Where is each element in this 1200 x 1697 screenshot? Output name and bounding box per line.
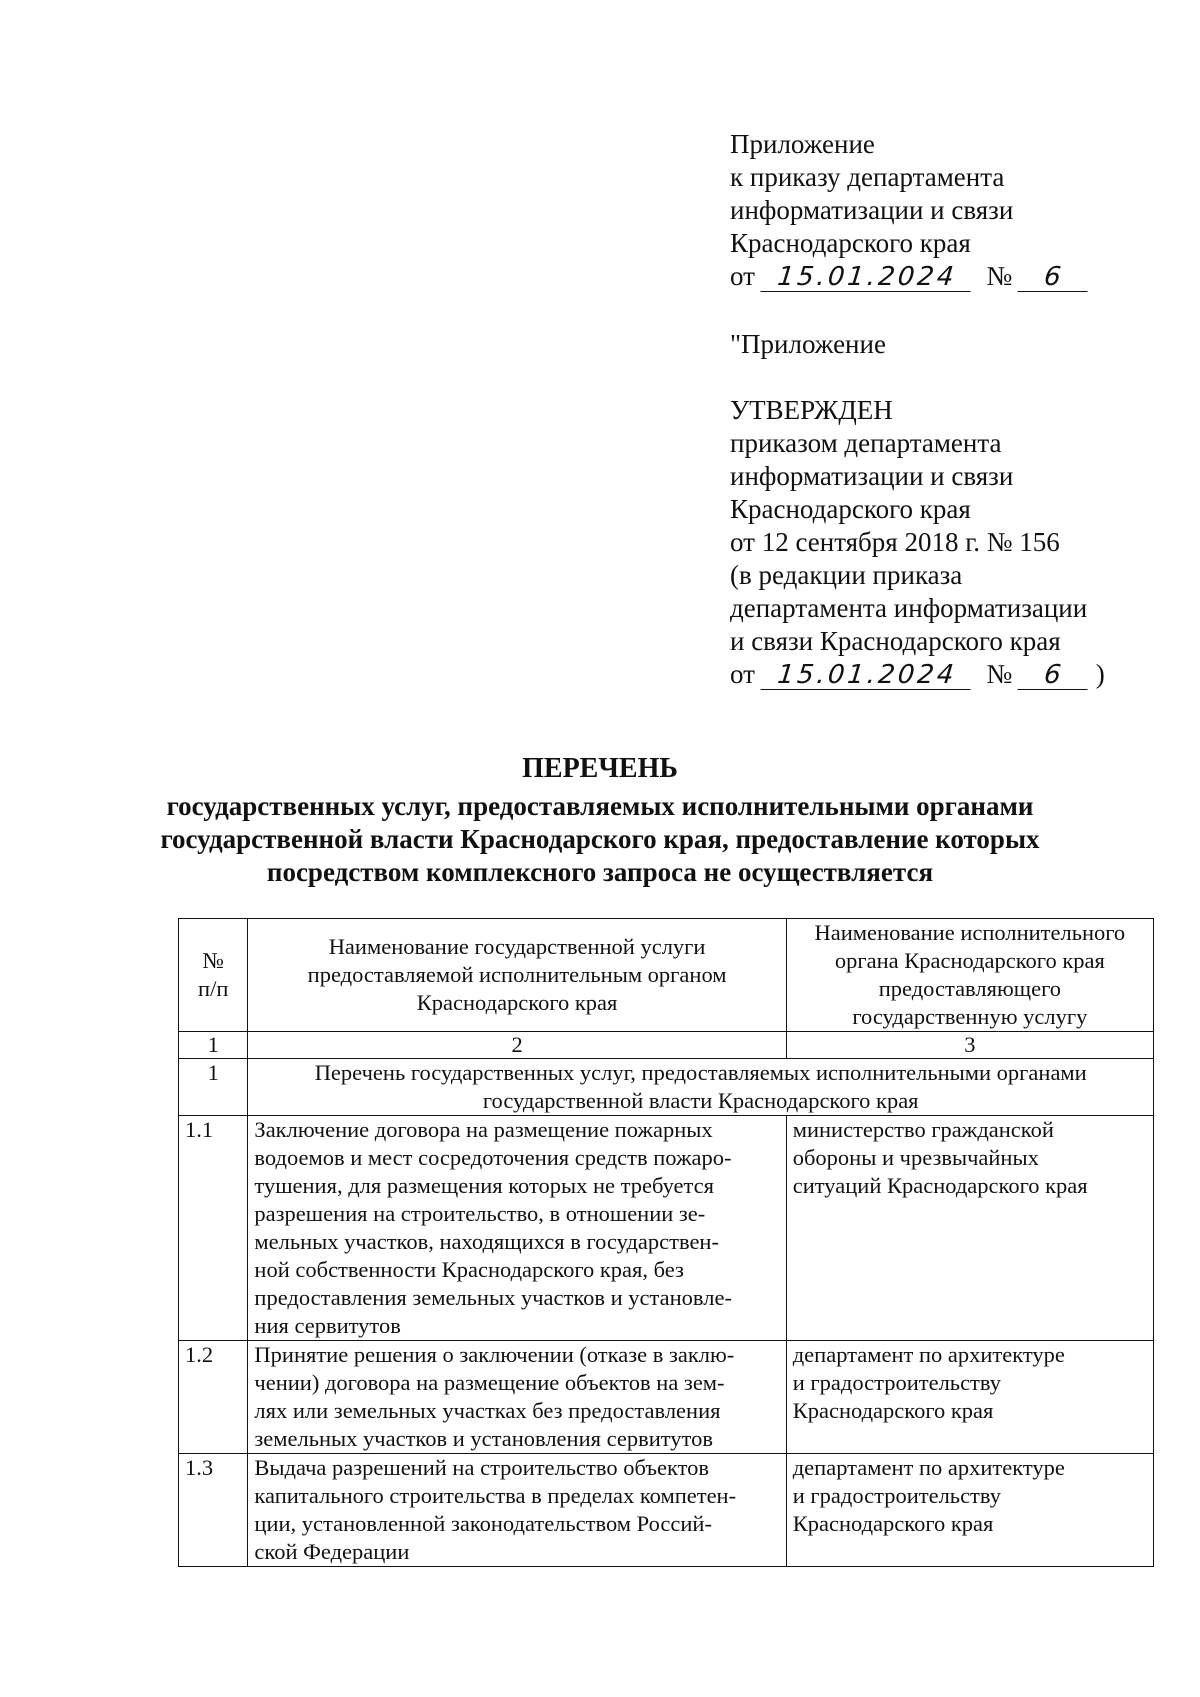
service-name: Выдача разрешений на строительство объектов капитального строительства в пределах компетен- ции, установленной законодательством Россий- ской Федерации bbox=[248, 1454, 786, 1567]
table-header-row bbox=[179, 919, 1154, 1032]
row-number: 1.2 bbox=[179, 1341, 248, 1454]
document-title: ПЕРЕЧЕНЬ bbox=[522, 753, 678, 784]
header-cell-number: № п/п bbox=[179, 919, 248, 1032]
row-number: 1.3 bbox=[179, 1454, 248, 1567]
column-number: 2 bbox=[248, 1032, 786, 1059]
approved-line: и связи Краснодарского края bbox=[730, 626, 1061, 656]
column-number-row bbox=[179, 1032, 1154, 1059]
appendix-header bbox=[730, 128, 1089, 293]
section-number: 1 bbox=[179, 1059, 248, 1116]
number-label: № bbox=[986, 659, 1013, 689]
column-number: 3 bbox=[786, 1032, 1153, 1059]
approved-date-line bbox=[730, 658, 1105, 691]
handwritten-number: 6 bbox=[1017, 263, 1090, 292]
handwritten-date: 15.01.2024 bbox=[760, 263, 973, 292]
approved-line: от 12 сентября 2018 г. № 156 bbox=[730, 527, 1060, 557]
service-name: Принятие решения о заключении (отказе в заклю- чении) договора на размещение объектов на зем- лях или земельных участках без предоставления земельных участков и установления сервитутов bbox=[248, 1341, 786, 1454]
subtitle-line: посредством комплексного запроса не осуществляется bbox=[266, 857, 934, 887]
approved-line: департамента информатизации bbox=[730, 593, 1088, 623]
subtitle-line: государственных услуг, предоставляемых исполнительными органами bbox=[166, 791, 1034, 821]
header-cell-service: Наименование государственной услуги предоставляемой исполнительным органом Краснодарского края bbox=[248, 919, 786, 1032]
handwritten-number: 6 bbox=[1017, 661, 1090, 690]
services-table bbox=[178, 918, 1154, 1567]
authority-name: министерство гражданской обороны и чрезвычайных ситуаций Краснодарского края bbox=[786, 1116, 1153, 1341]
approved-line: приказом департамента bbox=[730, 428, 1002, 458]
approved-line: информатизации и связи bbox=[730, 461, 1014, 491]
subtitle-line: государственной власти Краснодарского края, предоставление которых bbox=[160, 824, 1040, 854]
authority-name: департамент по архитектуре и градостроительству Краснодарского края bbox=[786, 1341, 1153, 1454]
date-prefix: от bbox=[730, 261, 755, 291]
appendix-date-line bbox=[730, 260, 1089, 293]
table-row bbox=[179, 1341, 1154, 1454]
appendix-line: Приложение bbox=[730, 129, 875, 159]
row-number: 1.1 bbox=[179, 1116, 248, 1341]
table-row bbox=[179, 1116, 1154, 1341]
authority-name: департамент по архитектуре и градостроительству Краснодарского края bbox=[786, 1454, 1153, 1567]
service-name: Заключение договора на размещение пожарных водоемов и мест сосредоточения средств пожаро- тушения, для размещения которых не требуется разрешения на строительство, в отношении зе- мельных участков, находящихся в государствен- ной собственности Краснодарского края, без предоставления земельных участков и установле- ния сервитутов bbox=[248, 1116, 786, 1341]
document-subtitle bbox=[0, 790, 1200, 889]
quote-appendix bbox=[730, 328, 886, 361]
table-row bbox=[179, 1454, 1154, 1567]
approved-line: Краснодарского края bbox=[730, 494, 971, 524]
appendix-line: к приказу департамента bbox=[730, 162, 1005, 192]
quote-line: "Приложение bbox=[730, 329, 886, 359]
appendix-line: Краснодарского края bbox=[730, 228, 971, 258]
approved-line: (в редакции приказа bbox=[730, 560, 963, 590]
approved-title: УТВЕРЖДЕН bbox=[730, 395, 893, 425]
appendix-line: информатизации и связи bbox=[730, 195, 1014, 225]
section-title: Перечень государственных услуг, предоставляемых исполнительными органами государственной власти Краснодарского края bbox=[248, 1059, 1154, 1116]
handwritten-date: 15.01.2024 bbox=[760, 661, 973, 690]
approved-block bbox=[730, 394, 1105, 691]
number-label: № bbox=[986, 261, 1013, 291]
column-number: 1 bbox=[179, 1032, 248, 1059]
date-prefix: от bbox=[730, 659, 755, 689]
header-cell-body: Наименование исполнительного органа Краснодарского края предоставляющего государственную услугу bbox=[786, 919, 1153, 1032]
closing-paren: ) bbox=[1095, 659, 1105, 689]
section-row bbox=[179, 1059, 1154, 1116]
